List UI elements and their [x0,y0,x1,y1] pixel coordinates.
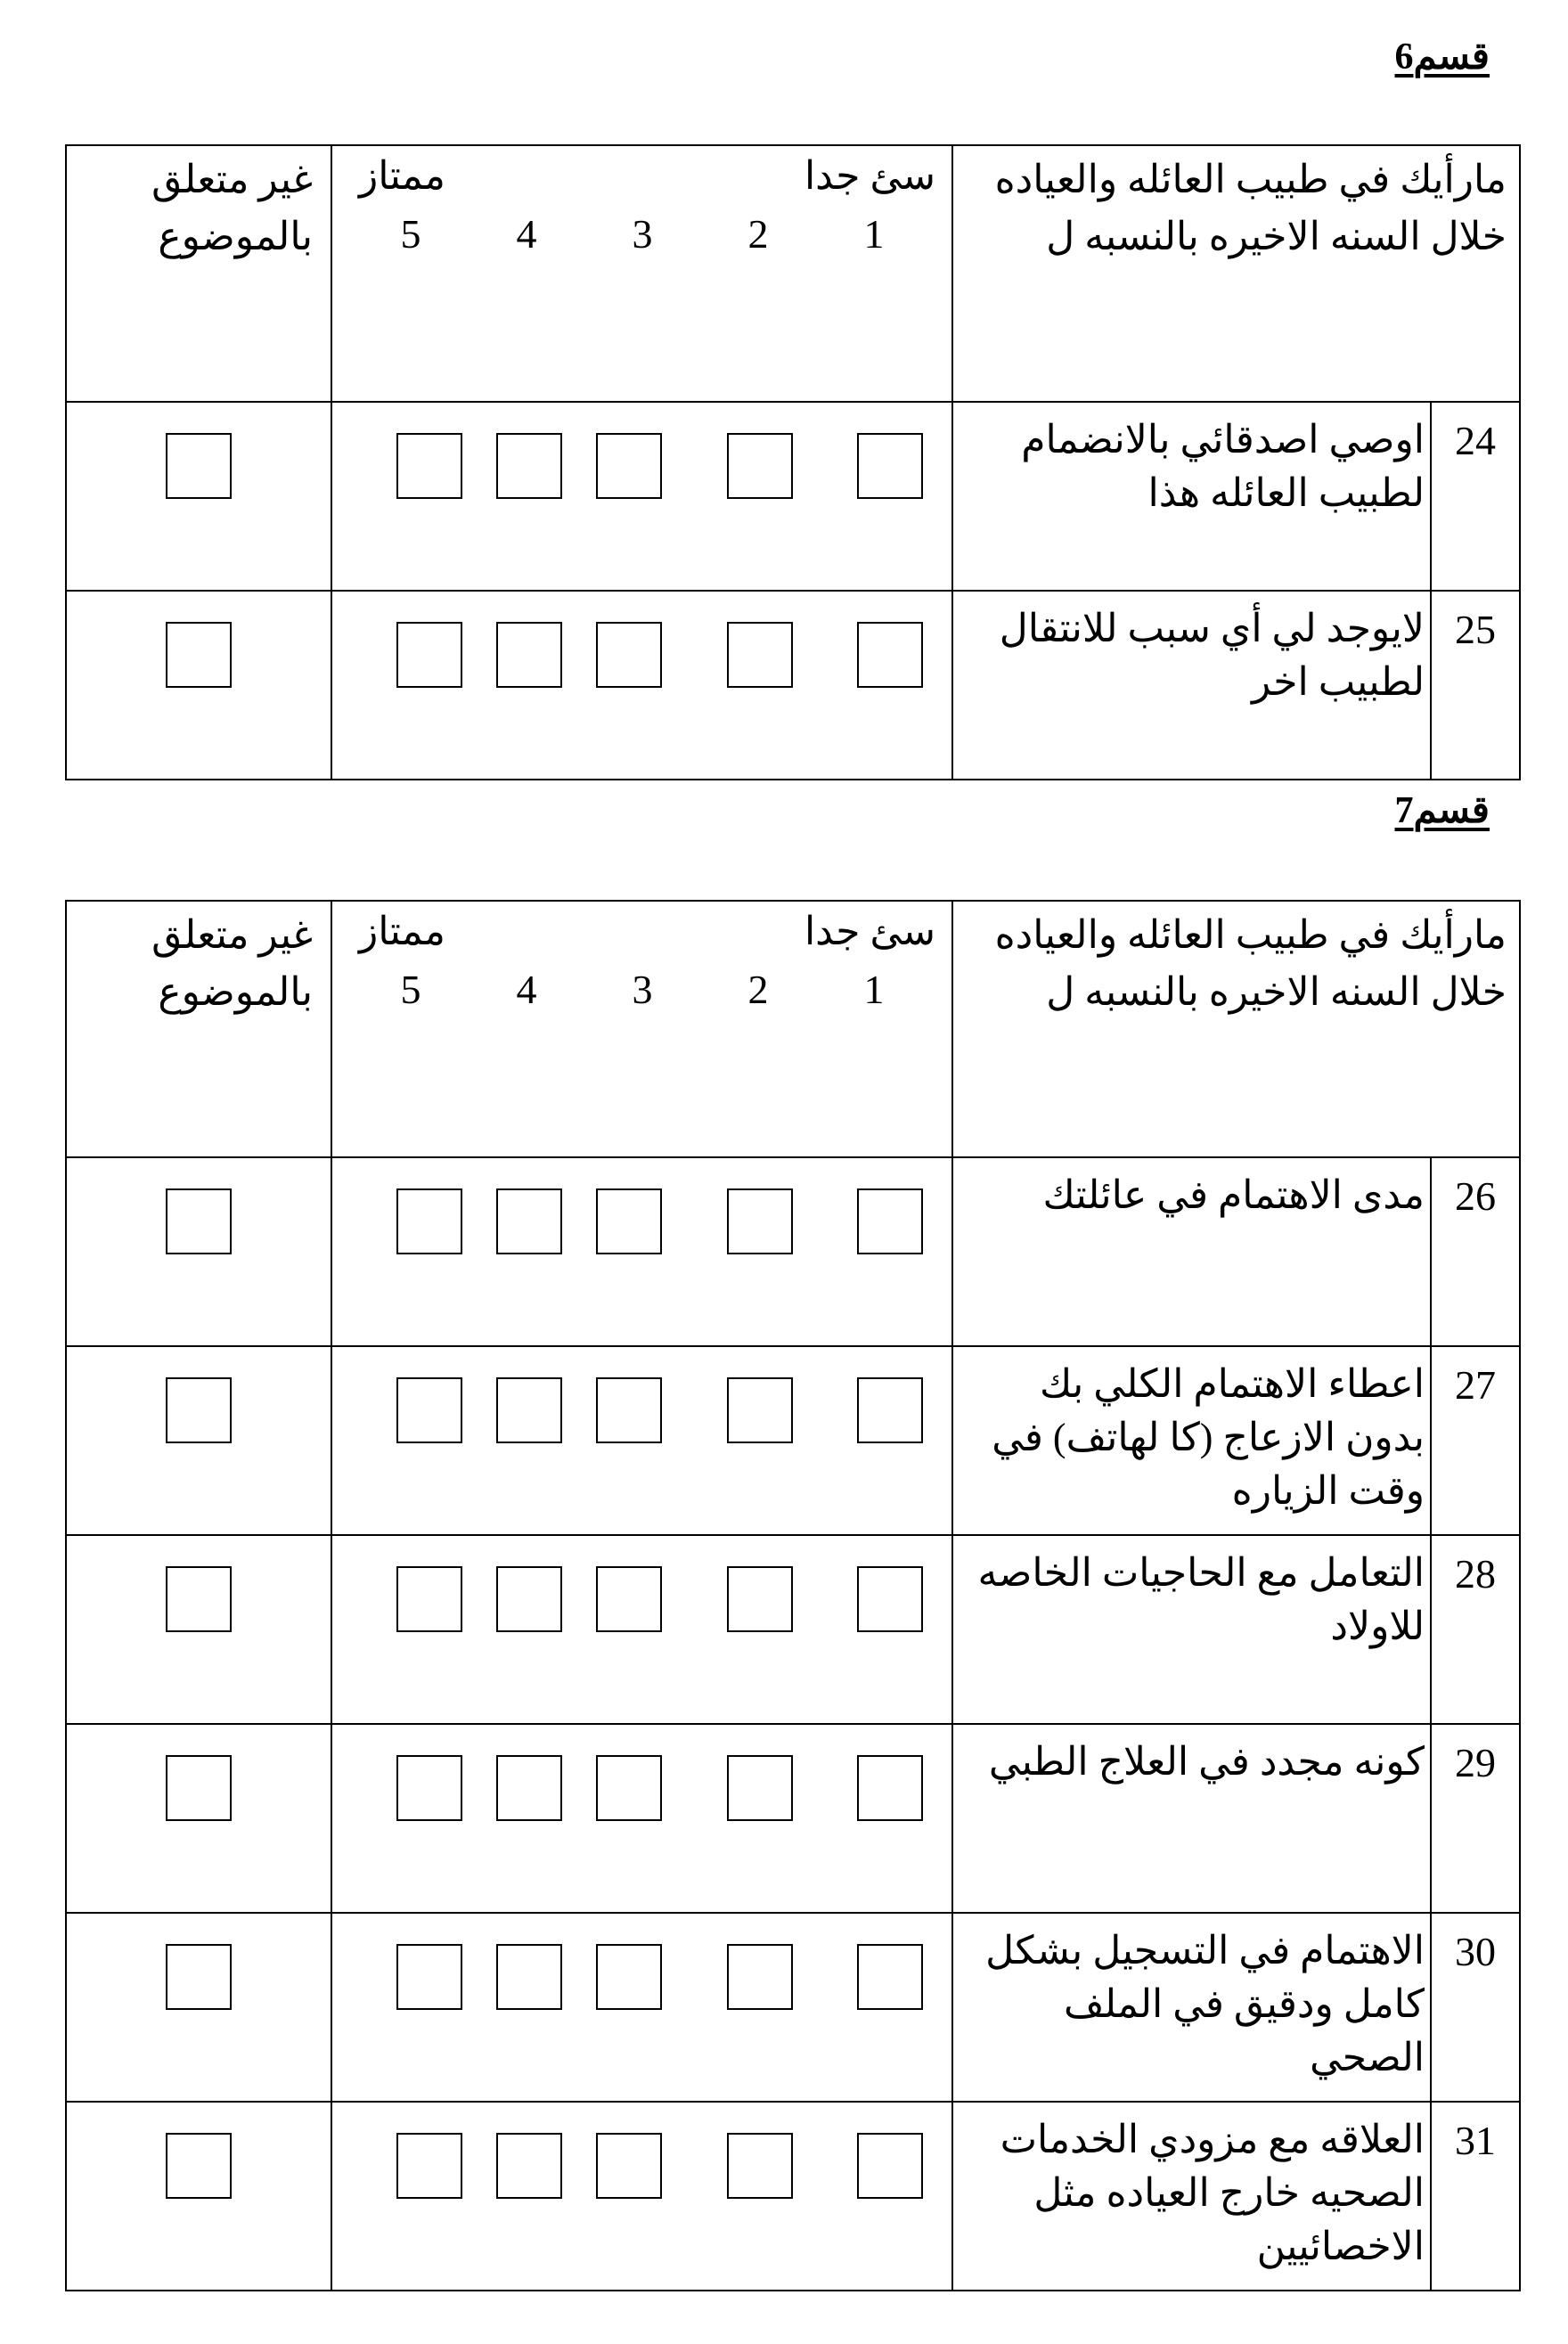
rating-checkbox-5[interactable] [396,1566,462,1632]
question-text: العلاقه مع مزودي الخدمات الصحيه خارج العياده مثل الاخصائيين [1000,2118,1425,2268]
scale-number-3: 3 [632,211,653,257]
question-header [952,901,1520,1157]
rating-checkbox-1[interactable] [857,1755,923,1821]
not-applicable-checkbox[interactable] [166,1755,232,1821]
scale-low-label: سئ جدا [804,154,935,198]
not-applicable-header [66,145,331,402]
question-header-text: مارأيك في طبيب العائله والعياده خلال السنه الاخيره بالنسبه ل [994,158,1507,258]
rating-checkbox-2[interactable] [727,1755,793,1821]
scale-high-label: ممتاز [359,910,445,953]
rating-checkbox-3[interactable] [596,1377,662,1443]
scale-low-label: سئ جدا [804,910,935,953]
not-applicable-checkbox[interactable] [166,622,232,688]
question-number: 31 [1430,2103,1519,2290]
rating-checkbox-2[interactable] [727,1944,793,2010]
question-number: 29 [1430,1725,1519,1912]
rating-checkbox-3[interactable] [596,1188,662,1254]
rating-checkbox-3[interactable] [596,1944,662,2010]
question-header [952,145,1520,402]
rating-checkbox-2[interactable] [727,622,793,688]
rating-checkbox-5[interactable] [396,433,462,499]
section-7-title: قسم7 [1394,790,1490,831]
rating-checkbox-1[interactable] [857,1377,923,1443]
rating-checkbox-4[interactable] [496,1377,562,1443]
scale-number-2: 2 [747,967,769,1012]
rating-checkbox-5[interactable] [396,1188,462,1254]
question-text: اعطاء الاهتمام الكلي بك بدون الازعاج (كا لهاتف) في وقت الزياره [992,1362,1425,1513]
question-number: 28 [1430,1536,1519,1723]
rating-checkbox-2[interactable] [727,1566,793,1632]
section-6-title: قسم6 [1394,37,1490,78]
scale-number-5: 5 [400,211,421,257]
rating-scale-header [331,145,952,402]
rating-checkbox-3[interactable] [596,1566,662,1632]
question-number: 30 [1430,1914,1519,2101]
not-applicable-label: غير متعلق بالموضوع [151,913,313,1014]
rating-checkbox-1[interactable] [857,1944,923,2010]
rating-checkbox-2[interactable] [727,2133,793,2199]
rating-checkbox-5[interactable] [396,1377,462,1443]
question-header-text: مارأيك في طبيب العائله والعياده خلال السنه الاخيره بالنسبه ل [994,913,1507,1014]
rating-checkbox-3[interactable] [596,1755,662,1821]
question-text: التعامل مع الحاجيات الخاصه للاولاد [977,1551,1425,1648]
question-number: 24 [1430,403,1519,590]
rating-checkbox-1[interactable] [857,1566,923,1632]
scale-number-5: 5 [400,967,421,1012]
rating-checkbox-5[interactable] [396,622,462,688]
rating-checkbox-5[interactable] [396,1755,462,1821]
not-applicable-checkbox[interactable] [166,1188,232,1254]
scale-number-4: 4 [516,211,537,257]
rating-checkbox-2[interactable] [727,1188,793,1254]
rating-checkbox-1[interactable] [857,1188,923,1254]
question-number: 26 [1430,1158,1519,1345]
rating-checkbox-3[interactable] [596,433,662,499]
scale-number-3: 3 [632,967,653,1012]
scale-number-4: 4 [516,967,537,1012]
not-applicable-checkbox[interactable] [166,1944,232,2010]
question-number: 25 [1430,592,1519,779]
rating-checkbox-4[interactable] [496,1944,562,2010]
rating-checkbox-4[interactable] [496,622,562,688]
rating-checkbox-1[interactable] [857,622,923,688]
rating-checkbox-2[interactable] [727,1377,793,1443]
not-applicable-label: غير متعلق بالموضوع [151,158,313,258]
question-text: لايوجد لي أي سبب للانتقال لطبيب اخر [999,607,1425,704]
rating-checkbox-4[interactable] [496,433,562,499]
section-7-table [65,900,1519,2291]
not-applicable-checkbox[interactable] [166,1377,232,1443]
rating-checkbox-4[interactable] [496,1755,562,1821]
rating-checkbox-3[interactable] [596,2133,662,2199]
rating-checkbox-1[interactable] [857,2133,923,2199]
question-text: اوصي اصدقائي بالانضمام لطبيب العائله هذا [1021,418,1425,515]
rating-checkbox-1[interactable] [857,433,923,499]
question-text: كونه مجدد في العلاج الطبي [988,1740,1425,1784]
scale-number-1: 1 [863,967,885,1012]
question-text: مدى الاهتمام في عائلتك [1042,1173,1425,1217]
not-applicable-checkbox[interactable] [166,2133,232,2199]
not-applicable-header [66,901,331,1157]
not-applicable-checkbox[interactable] [166,433,232,499]
rating-scale-header [331,901,952,1157]
scale-number-1: 1 [863,211,885,257]
rating-checkbox-5[interactable] [396,1944,462,2010]
rating-checkbox-2[interactable] [727,433,793,499]
scale-high-label: ممتاز [359,154,445,198]
question-number: 27 [1430,1347,1519,1534]
question-text: الاهتمام في التسجيل بشكل كامل ودقيق في الملف الصحي [985,1929,1425,2079]
section-6-table [65,144,1519,780]
rating-checkbox-5[interactable] [396,2133,462,2199]
rating-checkbox-4[interactable] [496,1188,562,1254]
rating-checkbox-4[interactable] [496,1566,562,1632]
scale-number-2: 2 [747,211,769,257]
rating-checkbox-3[interactable] [596,622,662,688]
rating-checkbox-4[interactable] [496,2133,562,2199]
not-applicable-checkbox[interactable] [166,1566,232,1632]
